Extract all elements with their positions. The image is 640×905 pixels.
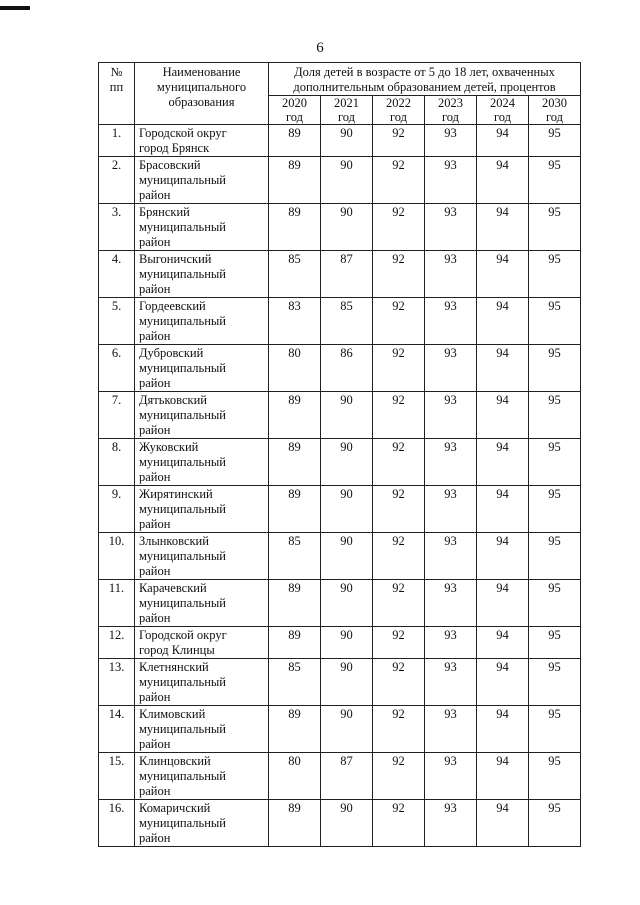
value-cell: 90 xyxy=(321,204,373,251)
row-number: 10. xyxy=(99,533,135,580)
value-cell: 80 xyxy=(269,345,321,392)
row-number: 6. xyxy=(99,345,135,392)
municipality-name: Злынковский муниципальный район xyxy=(135,533,269,580)
municipality-name: Брянский муниципальный район xyxy=(135,204,269,251)
value-cell: 93 xyxy=(425,659,477,706)
value-cell: 93 xyxy=(425,157,477,204)
scan-edge-mark xyxy=(0,6,30,10)
row-number: 14. xyxy=(99,706,135,753)
value-cell: 93 xyxy=(425,580,477,627)
value-cell: 90 xyxy=(321,800,373,847)
row-number: 1. xyxy=(99,125,135,157)
value-cell: 94 xyxy=(477,251,529,298)
municipality-name: Городской округ город Брянск xyxy=(135,125,269,157)
header-year xyxy=(425,96,477,125)
value-cell: 89 xyxy=(269,706,321,753)
header-year xyxy=(477,96,529,125)
value-cell: 94 xyxy=(477,706,529,753)
value-cell: 95 xyxy=(529,706,581,753)
value-cell: 93 xyxy=(425,439,477,486)
header-year-unit: год xyxy=(441,110,460,124)
value-cell: 92 xyxy=(373,157,425,204)
value-cell: 94 xyxy=(477,392,529,439)
header-year-unit: год xyxy=(493,110,512,124)
value-cell: 95 xyxy=(529,659,581,706)
header-year-value: 2022 xyxy=(386,96,411,110)
value-cell: 89 xyxy=(269,800,321,847)
value-cell: 93 xyxy=(425,753,477,800)
value-cell: 93 xyxy=(425,125,477,157)
municipality-name: Дятьковский муниципальный район xyxy=(135,392,269,439)
table-row xyxy=(99,706,581,753)
value-cell: 93 xyxy=(425,486,477,533)
row-number: 9. xyxy=(99,486,135,533)
value-cell: 95 xyxy=(529,580,581,627)
row-number: 2. xyxy=(99,157,135,204)
table-row xyxy=(99,659,581,706)
value-cell: 89 xyxy=(269,580,321,627)
municipality-name: Выгоничский муниципальный район xyxy=(135,251,269,298)
value-cell: 83 xyxy=(269,298,321,345)
value-cell: 87 xyxy=(321,251,373,298)
value-cell: 93 xyxy=(425,204,477,251)
value-cell: 89 xyxy=(269,157,321,204)
table-row xyxy=(99,800,581,847)
row-number: 7. xyxy=(99,392,135,439)
value-cell: 89 xyxy=(269,627,321,659)
value-cell: 95 xyxy=(529,800,581,847)
value-cell: 93 xyxy=(425,800,477,847)
value-cell: 92 xyxy=(373,204,425,251)
municipality-name: Карачевский муниципальный район xyxy=(135,580,269,627)
value-cell: 92 xyxy=(373,439,425,486)
value-cell: 94 xyxy=(477,157,529,204)
table-row xyxy=(99,439,581,486)
municipality-name: Дубровский муниципальный район xyxy=(135,345,269,392)
value-cell: 94 xyxy=(477,753,529,800)
value-cell: 95 xyxy=(529,392,581,439)
value-cell: 92 xyxy=(373,800,425,847)
value-cell: 92 xyxy=(373,706,425,753)
value-cell: 90 xyxy=(321,533,373,580)
value-cell: 92 xyxy=(373,125,425,157)
value-cell: 85 xyxy=(321,298,373,345)
value-cell: 90 xyxy=(321,439,373,486)
row-number: 15. xyxy=(99,753,135,800)
table-row xyxy=(99,298,581,345)
header-year-value: 2024 xyxy=(490,96,515,110)
table-row xyxy=(99,753,581,800)
table-row xyxy=(99,157,581,204)
value-cell: 94 xyxy=(477,439,529,486)
header-year xyxy=(269,96,321,125)
value-cell: 90 xyxy=(321,627,373,659)
value-cell: 85 xyxy=(269,659,321,706)
value-cell: 89 xyxy=(269,486,321,533)
value-cell: 94 xyxy=(477,298,529,345)
row-number: 3. xyxy=(99,204,135,251)
value-cell: 94 xyxy=(477,125,529,157)
row-number: 12. xyxy=(99,627,135,659)
value-cell: 93 xyxy=(425,251,477,298)
value-cell: 92 xyxy=(373,251,425,298)
row-number: 5. xyxy=(99,298,135,345)
header-year-value: 2021 xyxy=(334,96,359,110)
value-cell: 92 xyxy=(373,392,425,439)
municipality-name: Жуковский муниципальный район xyxy=(135,439,269,486)
value-cell: 95 xyxy=(529,486,581,533)
table-row xyxy=(99,533,581,580)
table-row xyxy=(99,204,581,251)
value-cell: 90 xyxy=(321,486,373,533)
municipality-name: Жирятинский муниципальный район xyxy=(135,486,269,533)
header-year xyxy=(529,96,581,125)
municipality-name: Комаричский муниципальный район xyxy=(135,800,269,847)
header-year xyxy=(321,96,373,125)
value-cell: 92 xyxy=(373,486,425,533)
header-num: № пп xyxy=(99,63,135,125)
value-cell: 92 xyxy=(373,627,425,659)
value-cell: 90 xyxy=(321,125,373,157)
value-cell: 93 xyxy=(425,392,477,439)
value-cell: 94 xyxy=(477,345,529,392)
indicator-table xyxy=(98,62,581,847)
value-cell: 94 xyxy=(477,486,529,533)
table-row xyxy=(99,251,581,298)
header-name: Наименование муниципального образования xyxy=(135,63,269,125)
value-cell: 92 xyxy=(373,580,425,627)
value-cell: 80 xyxy=(269,753,321,800)
value-cell: 93 xyxy=(425,706,477,753)
header-group: Доля детей в возрасте от 5 до 18 лет, охваченных дополнительным образованием детей, процентов xyxy=(269,63,581,96)
value-cell: 95 xyxy=(529,251,581,298)
header-year-unit: год xyxy=(337,110,356,124)
header-year-unit: год xyxy=(285,110,304,124)
municipality-name: Городской округ город Клинцы xyxy=(135,627,269,659)
value-cell: 89 xyxy=(269,125,321,157)
value-cell: 95 xyxy=(529,298,581,345)
value-cell: 93 xyxy=(425,298,477,345)
value-cell: 94 xyxy=(477,580,529,627)
table-row xyxy=(99,580,581,627)
row-number: 8. xyxy=(99,439,135,486)
value-cell: 86 xyxy=(321,345,373,392)
header-year-unit: год xyxy=(389,110,408,124)
row-number: 4. xyxy=(99,251,135,298)
value-cell: 95 xyxy=(529,204,581,251)
value-cell: 90 xyxy=(321,580,373,627)
value-cell: 94 xyxy=(477,800,529,847)
value-cell: 95 xyxy=(529,753,581,800)
value-cell: 95 xyxy=(529,439,581,486)
value-cell: 94 xyxy=(477,533,529,580)
value-cell: 92 xyxy=(373,345,425,392)
value-cell: 92 xyxy=(373,659,425,706)
value-cell: 90 xyxy=(321,659,373,706)
value-cell: 90 xyxy=(321,392,373,439)
table-row xyxy=(99,627,581,659)
value-cell: 92 xyxy=(373,753,425,800)
municipality-name: Клетнянский муниципальный район xyxy=(135,659,269,706)
header-year-value: 2023 xyxy=(438,96,463,110)
value-cell: 95 xyxy=(529,627,581,659)
municipality-name: Гордеевский муниципальный район xyxy=(135,298,269,345)
municipality-name: Брасовский муниципальный район xyxy=(135,157,269,204)
header-year-unit: год xyxy=(545,110,564,124)
row-number: 13. xyxy=(99,659,135,706)
value-cell: 92 xyxy=(373,298,425,345)
municipality-name: Климовский муниципальный район xyxy=(135,706,269,753)
municipality-name: Клинцовский муниципальный район xyxy=(135,753,269,800)
value-cell: 95 xyxy=(529,157,581,204)
header-year-value: 2030 xyxy=(542,96,567,110)
value-cell: 90 xyxy=(321,157,373,204)
value-cell: 92 xyxy=(373,533,425,580)
value-cell: 89 xyxy=(269,204,321,251)
value-cell: 95 xyxy=(529,533,581,580)
table-row xyxy=(99,392,581,439)
value-cell: 85 xyxy=(269,533,321,580)
value-cell: 89 xyxy=(269,392,321,439)
table-row xyxy=(99,486,581,533)
table-row xyxy=(99,125,581,157)
value-cell: 94 xyxy=(477,627,529,659)
value-cell: 94 xyxy=(477,659,529,706)
value-cell: 89 xyxy=(269,439,321,486)
value-cell: 95 xyxy=(529,125,581,157)
value-cell: 85 xyxy=(269,251,321,298)
header-year xyxy=(373,96,425,125)
value-cell: 87 xyxy=(321,753,373,800)
table-row xyxy=(99,345,581,392)
value-cell: 93 xyxy=(425,627,477,659)
value-cell: 90 xyxy=(321,706,373,753)
header-year-value: 2020 xyxy=(282,96,307,110)
page-number: 6 xyxy=(316,40,324,56)
value-cell: 93 xyxy=(425,345,477,392)
row-number: 16. xyxy=(99,800,135,847)
row-number: 11. xyxy=(99,580,135,627)
value-cell: 93 xyxy=(425,533,477,580)
value-cell: 95 xyxy=(529,345,581,392)
value-cell: 94 xyxy=(477,204,529,251)
